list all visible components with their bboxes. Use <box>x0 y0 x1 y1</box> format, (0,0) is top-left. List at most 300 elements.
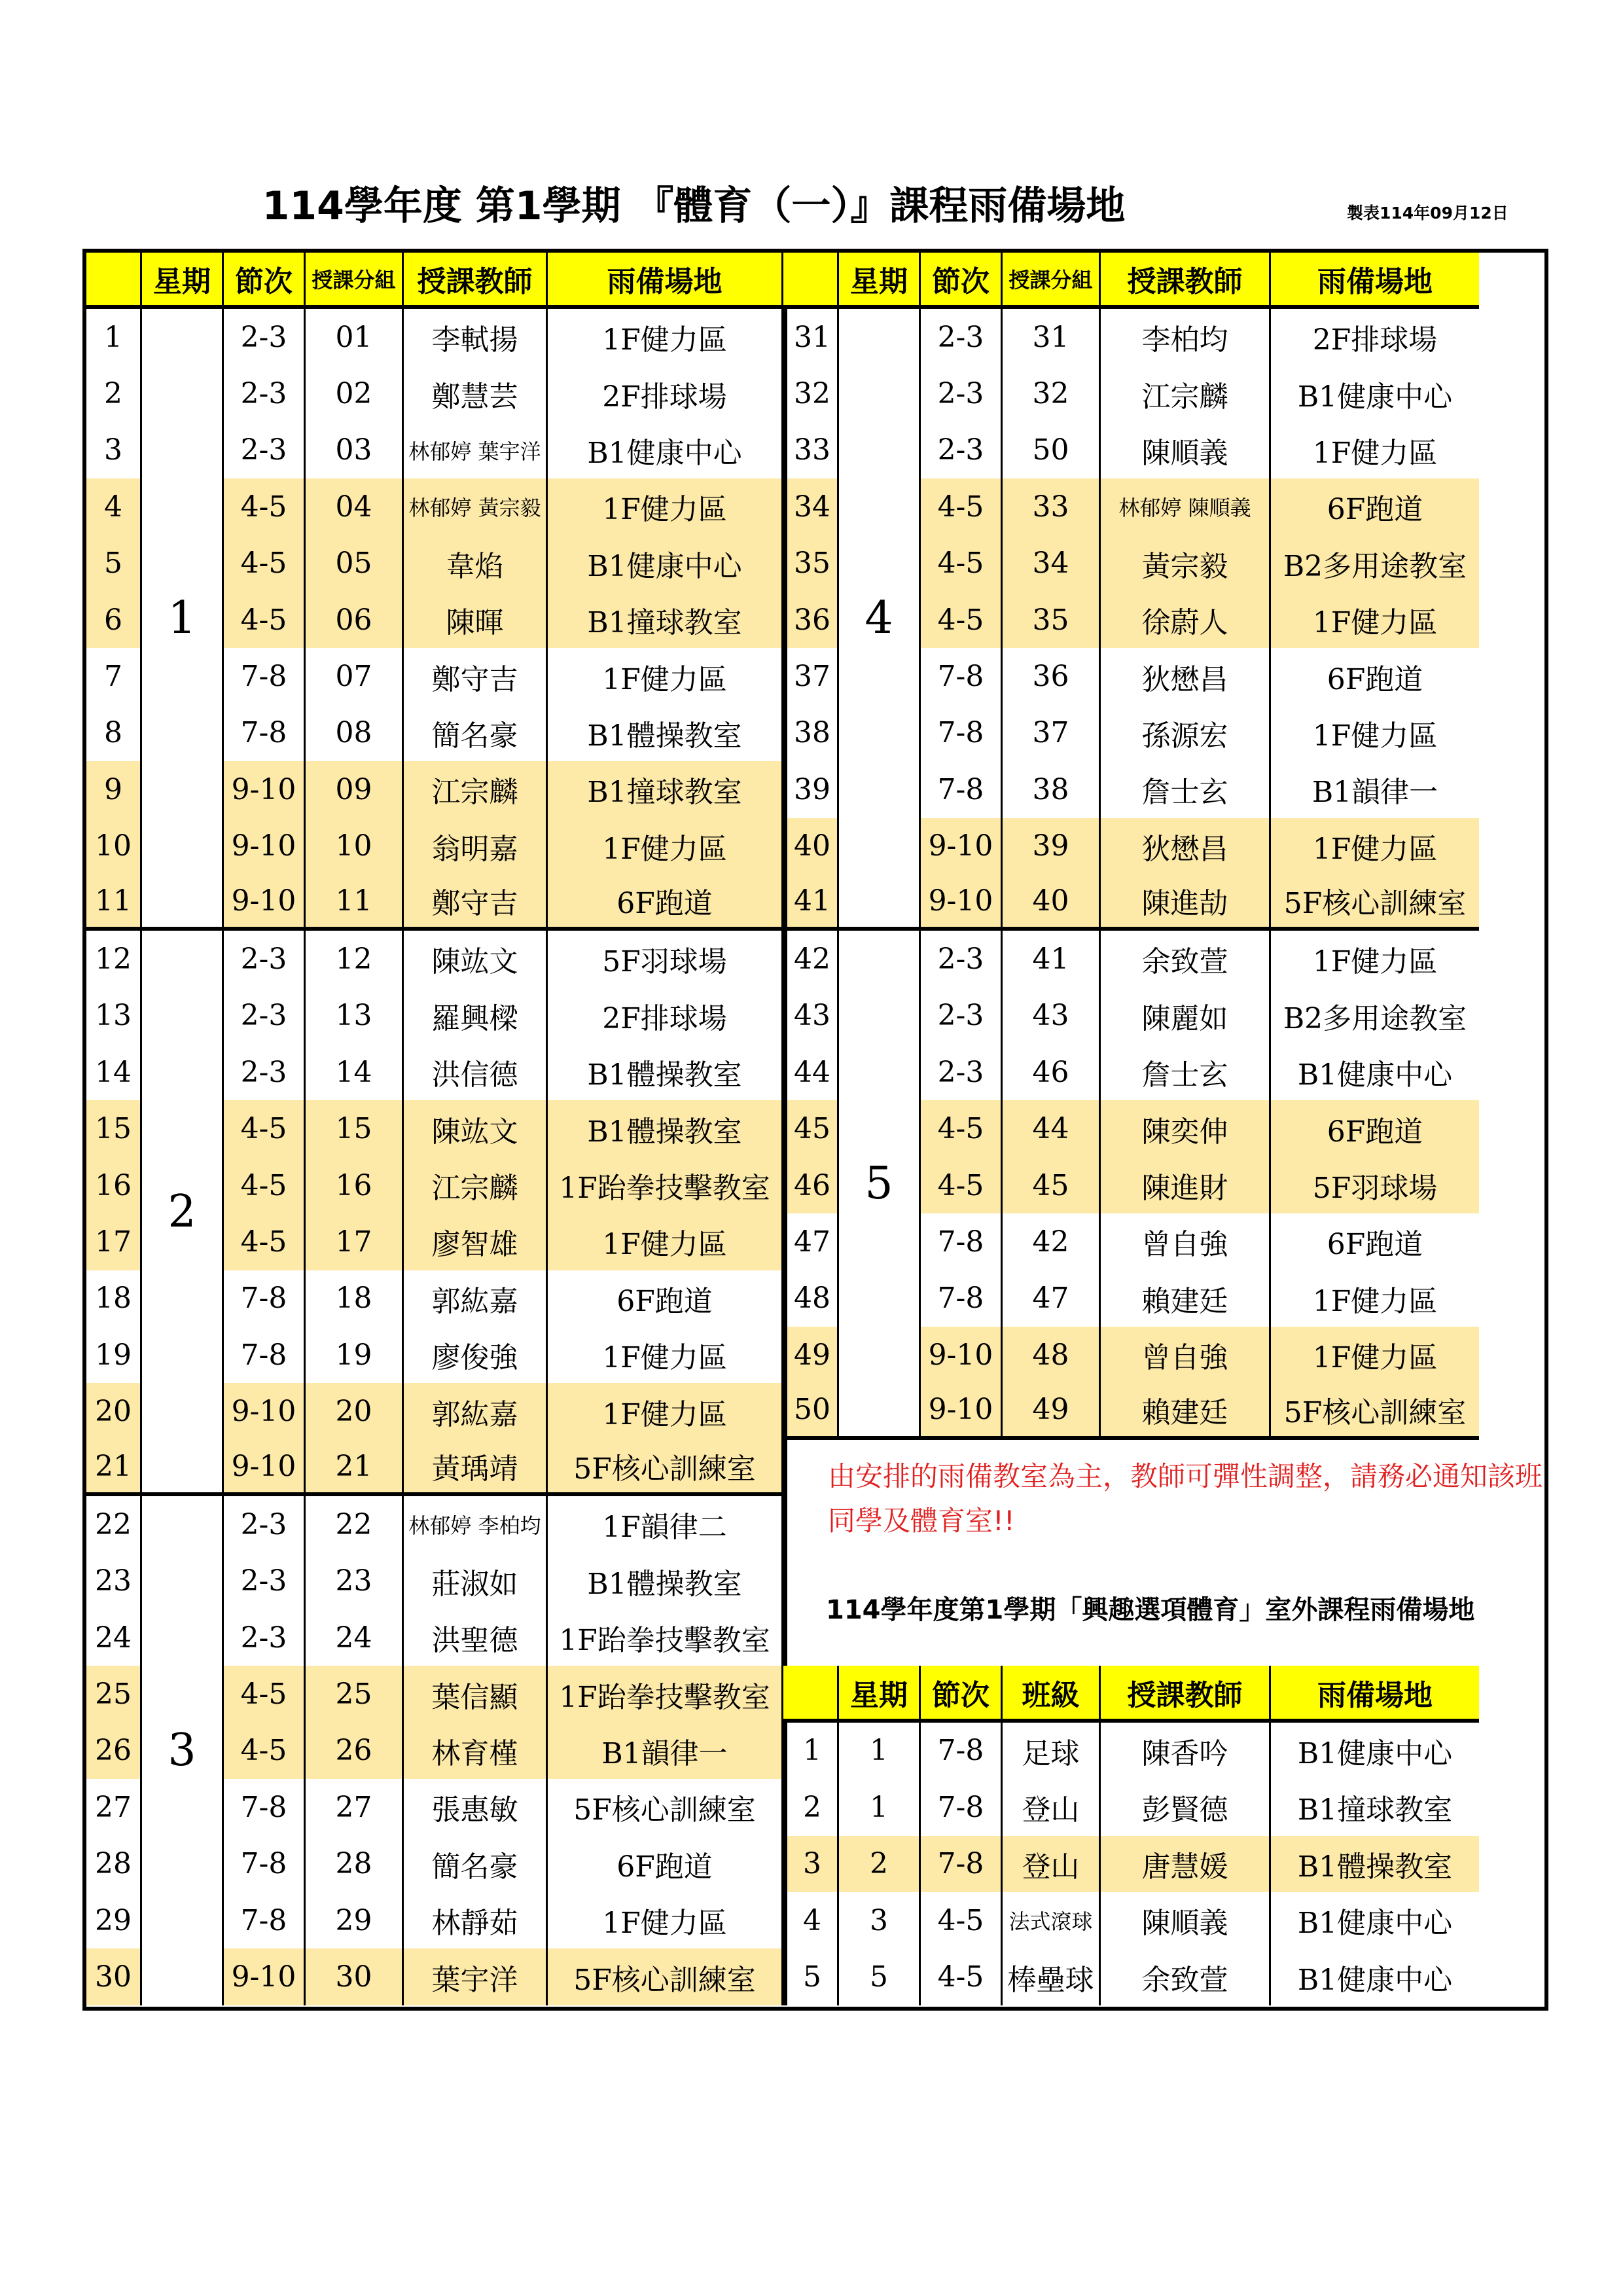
row-index: 43 <box>783 988 839 1044</box>
period-cell: 2-3 <box>224 422 306 478</box>
row-index: 16 <box>86 1157 142 1213</box>
row-index: 27 <box>86 1779 142 1835</box>
period-cell: 2-3 <box>921 309 1003 365</box>
row-index: 30 <box>86 1948 142 2005</box>
teacher-cell: 洪聖德 <box>404 1609 548 1666</box>
venue-cell: 1F健力區 <box>548 309 783 365</box>
teacher-cell: 洪信德 <box>404 1044 548 1100</box>
teacher-cell: 陳麗如 <box>1101 988 1271 1044</box>
teacher-cell: 陳進財 <box>1101 1157 1271 1213</box>
venue-cell: 1F健力區 <box>1312 1284 1438 1318</box>
sub-venue: B1撞球教室 <box>1297 1793 1453 1827</box>
teacher-cell: 江宗麟 <box>404 1157 548 1213</box>
period-cell: 4-5 <box>921 535 1003 592</box>
teacher-cell: 羅興樑 <box>404 988 548 1044</box>
sub-weekday: 1 <box>839 1723 921 1779</box>
sub-teacher: 唐慧媛 <box>1101 1836 1271 1892</box>
period-cell: 7-8 <box>921 648 1003 704</box>
header-weekday-right: 星期 <box>839 253 921 309</box>
sub-index: 1 <box>783 1723 839 1779</box>
venue-cell: 5F羽球場 <box>548 931 783 987</box>
row-index: 50 <box>783 1383 839 1439</box>
row-index: 5 <box>86 535 142 592</box>
row-index: 2 <box>86 365 142 422</box>
weekday-cell: 4 <box>839 309 921 931</box>
venue-cell: B1體操教室 <box>548 1553 783 1609</box>
venue-cell: 6F跑道 <box>548 1270 783 1327</box>
group-cell: 33 <box>1003 478 1101 535</box>
group-cell: 46 <box>1003 1044 1101 1100</box>
row-index: 14 <box>86 1044 142 1100</box>
sub-weekday: 5 <box>839 1948 921 2005</box>
teacher-cell: 葉宇洋 <box>404 1948 548 2005</box>
row-index: 49 <box>783 1327 839 1383</box>
group-cell: 50 <box>1003 422 1101 478</box>
row-index: 22 <box>86 1496 142 1552</box>
group-cell: 15 <box>306 1100 404 1157</box>
period-cell: 4-5 <box>224 592 306 648</box>
group-cell: 17 <box>306 1213 404 1270</box>
teacher-cell: 林郁婷 葉宇洋 <box>404 422 548 478</box>
teacher-cell: 鄭慧芸 <box>404 365 548 422</box>
sub-period: 4-5 <box>921 1948 1003 2005</box>
row-index: 31 <box>783 309 839 365</box>
period-cell: 7-8 <box>921 1270 1003 1327</box>
group-cell: 47 <box>1003 1270 1101 1327</box>
venue-cell: 2F排球場 <box>548 988 783 1044</box>
period-cell: 2-3 <box>921 365 1003 422</box>
sub-teacher: 彭賢德 <box>1101 1779 1271 1835</box>
period-cell: 7-8 <box>224 648 306 704</box>
weekday-cell: 5 <box>839 931 921 1440</box>
header-index <box>86 253 142 309</box>
header-period: 節次 <box>224 253 306 309</box>
group-cell: 18 <box>306 1270 404 1327</box>
group-cell: 05 <box>306 535 404 592</box>
group-cell: 20 <box>306 1383 404 1439</box>
teacher-cell: 余致萱 <box>1101 931 1271 987</box>
period-cell: 4-5 <box>921 592 1003 648</box>
sub-venue: B1健康中心 <box>1297 1963 1453 1997</box>
venue-cell: 1F韻律二 <box>548 1496 783 1552</box>
period-cell: 4-5 <box>921 478 1003 535</box>
venue-cell: 1F健力區 <box>548 1892 783 1948</box>
group-cell: 37 <box>1003 705 1101 761</box>
group-cell: 48 <box>1003 1327 1101 1383</box>
period-cell: 4-5 <box>224 1213 306 1270</box>
weekday-cell: 2 <box>142 931 224 1496</box>
period-cell: 2-3 <box>921 931 1003 987</box>
teacher-cell: 江宗麟 <box>404 761 548 817</box>
sub-title: 114學年度第1學期「興趣選項體育」室外課程雨備場地 <box>826 1595 1475 1625</box>
group-cell: 44 <box>1003 1100 1101 1157</box>
sub-header-teacher: 授課教師 <box>1101 1666 1271 1722</box>
group-cell: 25 <box>306 1666 404 1722</box>
venue-cell: 5F核心訓練室 <box>1271 1383 1479 1439</box>
teacher-cell: 曾自強 <box>1101 1213 1271 1270</box>
teacher-cell: 翁明嘉 <box>404 818 548 874</box>
row-index: 47 <box>783 1213 839 1270</box>
venue-cell: 6F跑道 <box>1271 478 1479 535</box>
venue-cell: 1F健力區 <box>548 478 783 535</box>
row-index: 34 <box>783 478 839 535</box>
row-index: 9 <box>86 761 142 817</box>
teacher-cell: 葉信顯 <box>404 1666 548 1722</box>
period-cell: 7-8 <box>224 1779 306 1835</box>
period-cell: 7-8 <box>224 705 306 761</box>
group-cell: 22 <box>306 1496 404 1552</box>
venue-cell: 5F核心訓練室 <box>548 1948 783 2005</box>
sub-header-class: 班級 <box>1003 1666 1101 1722</box>
teacher-cell: 韋焰 <box>404 535 548 592</box>
venue-cell: 1F健力區 <box>1271 1327 1479 1383</box>
period-cell: 4-5 <box>224 478 306 535</box>
venue-cell: 5F羽球場 <box>1271 1157 1479 1213</box>
sub-index: 4 <box>783 1892 839 1948</box>
venue-cell: 5F核心訓練室 <box>1271 874 1479 931</box>
row-index: 33 <box>783 422 839 478</box>
sub-class: 法式滾球 <box>1003 1892 1101 1948</box>
period-cell: 9-10 <box>224 1440 306 1496</box>
header-venue-right: 雨備場地 <box>1271 253 1479 309</box>
sub-class: 棒壘球 <box>1003 1948 1101 2005</box>
venue-cell: 6F跑道 <box>1327 1228 1423 1262</box>
period-cell: 9-10 <box>921 1327 1003 1383</box>
row-index: 13 <box>86 988 142 1044</box>
row-index: 39 <box>783 761 839 817</box>
period-cell: 7-8 <box>224 1327 306 1383</box>
group-cell: 26 <box>306 1723 404 1779</box>
row-index: 15 <box>86 1100 142 1157</box>
teacher-cell: 簡名豪 <box>404 705 548 761</box>
group-cell: 02 <box>306 365 404 422</box>
header-period-right: 節次 <box>921 253 1003 309</box>
row-index: 21 <box>86 1440 142 1496</box>
weekday-cell: 1 <box>142 309 224 931</box>
venue-cell: 6F跑道 <box>548 874 783 931</box>
teacher-cell: 狄懋昌 <box>1101 818 1271 874</box>
venue-cell: 1F健力區 <box>1271 818 1479 874</box>
teacher-cell: 陳竑文 <box>404 931 548 987</box>
teacher-cell: 林靜茹 <box>404 1892 548 1948</box>
period-cell: 7-8 <box>921 1213 1003 1270</box>
venue-cell: 1F健力區 <box>1312 945 1438 979</box>
period-cell: 2-3 <box>921 988 1003 1044</box>
teacher-cell: 廖俊強 <box>404 1327 548 1383</box>
row-index: 3 <box>86 422 142 478</box>
group-cell: 14 <box>306 1044 404 1100</box>
row-index: 26 <box>86 1723 142 1779</box>
venue-cell: 1F健力區 <box>548 648 783 704</box>
venue-cell: B2多用途教室 <box>1271 535 1479 592</box>
group-cell: 09 <box>306 761 404 817</box>
row-index: 17 <box>86 1213 142 1270</box>
venue-cell: 1F健力區 <box>1312 436 1438 470</box>
group-cell: 38 <box>1003 761 1101 817</box>
header-group: 授課分組 <box>306 253 404 309</box>
sub-weekday: 2 <box>839 1836 921 1892</box>
teacher-cell: 簡名豪 <box>404 1836 548 1892</box>
period-cell: 2-3 <box>224 1044 306 1100</box>
venue-cell: B1韻律一 <box>548 1723 783 1779</box>
period-cell: 4-5 <box>224 1723 306 1779</box>
sub-period: 7-8 <box>921 1723 1003 1779</box>
row-index: 24 <box>86 1609 142 1666</box>
venue-cell: B1健康中心 <box>1297 1058 1453 1092</box>
sub-period: 7-8 <box>921 1779 1003 1835</box>
row-index: 28 <box>86 1836 142 1892</box>
venue-cell: B1撞球教室 <box>548 761 783 817</box>
group-cell: 45 <box>1003 1157 1101 1213</box>
row-index: 23 <box>86 1553 142 1609</box>
teacher-cell: 狄懋昌 <box>1101 648 1271 704</box>
teacher-cell: 賴建廷 <box>1101 1270 1271 1327</box>
group-cell: 40 <box>1003 874 1101 931</box>
row-index: 19 <box>86 1327 142 1383</box>
period-cell: 2-3 <box>224 1496 306 1552</box>
teacher-cell: 陳竑文 <box>404 1100 548 1157</box>
row-index: 8 <box>86 705 142 761</box>
venue-cell: 5F核心訓練室 <box>548 1440 783 1496</box>
teacher-cell: 陳進劼 <box>1101 874 1271 931</box>
venue-cell: B1體操教室 <box>548 1100 783 1157</box>
period-cell: 4-5 <box>224 1157 306 1213</box>
sub-weekday: 3 <box>839 1892 921 1948</box>
period-cell: 9-10 <box>224 818 306 874</box>
venue-cell: B1體操教室 <box>548 1044 783 1100</box>
group-cell: 23 <box>306 1553 404 1609</box>
venue-cell: 6F跑道 <box>1271 1100 1479 1157</box>
sub-class: 登山 <box>1003 1836 1101 1892</box>
row-index: 18 <box>86 1270 142 1327</box>
group-cell: 36 <box>1003 648 1101 704</box>
period-cell: 7-8 <box>921 761 1003 817</box>
header-group-right: 授課分組 <box>1003 253 1101 309</box>
period-cell: 2-3 <box>224 309 306 365</box>
group-cell: 06 <box>306 592 404 648</box>
header-venue: 雨備場地 <box>548 253 783 309</box>
teacher-cell: 黃宗毅 <box>1101 535 1271 592</box>
row-index: 42 <box>783 931 839 987</box>
venue-cell: 6F跑道 <box>548 1836 783 1892</box>
teacher-cell: 曾自強 <box>1101 1327 1271 1383</box>
row-index: 35 <box>783 535 839 592</box>
sub-header-index <box>783 1666 839 1722</box>
period-cell: 7-8 <box>921 705 1003 761</box>
group-cell: 29 <box>306 1892 404 1948</box>
made-date: 製表114年09月12日 <box>1347 204 1508 223</box>
sub-class: 登山 <box>1003 1779 1101 1835</box>
group-cell: 04 <box>306 478 404 535</box>
teacher-cell: 林育槿 <box>404 1723 548 1779</box>
group-cell: 43 <box>1003 988 1101 1044</box>
row-index: 46 <box>783 1157 839 1213</box>
teacher-cell: 李柏均 <box>1101 309 1271 365</box>
venue-cell: 2F排球場 <box>1312 323 1438 357</box>
sub-venue: B1健康中心 <box>1297 1907 1453 1941</box>
period-cell: 9-10 <box>224 1383 306 1439</box>
group-cell: 21 <box>306 1440 404 1496</box>
sub-index: 3 <box>783 1836 839 1892</box>
teacher-cell: 詹士玄 <box>1101 761 1271 817</box>
teacher-cell: 李軾揚 <box>404 309 548 365</box>
weekday-cell: 3 <box>142 1496 224 2005</box>
venue-cell: 1F跆拳技擊教室 <box>548 1609 783 1666</box>
row-index: 7 <box>86 648 142 704</box>
sub-venue: B1體操教室 <box>1271 1836 1479 1892</box>
sub-teacher: 陳順義 <box>1101 1892 1271 1948</box>
group-cell: 42 <box>1003 1213 1101 1270</box>
group-cell: 32 <box>1003 365 1101 422</box>
period-cell: 2-3 <box>921 422 1003 478</box>
teacher-cell: 張惠敏 <box>404 1779 548 1835</box>
group-cell: 34 <box>1003 535 1101 592</box>
row-index: 38 <box>783 705 839 761</box>
sub-period: 4-5 <box>921 1892 1003 1948</box>
teacher-cell: 詹士玄 <box>1101 1044 1271 1100</box>
period-cell: 7-8 <box>224 1270 306 1327</box>
venue-cell: 1F健力區 <box>548 1327 783 1383</box>
teacher-cell: 陳順義 <box>1101 422 1271 478</box>
sub-period: 7-8 <box>921 1836 1003 1892</box>
period-cell: 9-10 <box>224 874 306 931</box>
group-cell: 07 <box>306 648 404 704</box>
venue-cell: B1健康中心 <box>548 422 783 478</box>
period-cell: 4-5 <box>224 1100 306 1157</box>
row-index: 11 <box>86 874 142 931</box>
group-cell: 12 <box>306 931 404 987</box>
venue-cell: 5F核心訓練室 <box>548 1779 783 1835</box>
venue-cell: B1體操教室 <box>548 705 783 761</box>
group-cell: 41 <box>1003 931 1101 987</box>
row-index: 41 <box>783 874 839 931</box>
row-index: 48 <box>783 1270 839 1327</box>
row-index: 29 <box>86 1892 142 1948</box>
period-cell: 4-5 <box>921 1157 1003 1213</box>
sub-index: 5 <box>783 1948 839 2005</box>
period-cell: 9-10 <box>921 1383 1003 1439</box>
group-cell: 24 <box>306 1609 404 1666</box>
teacher-cell: 莊淑如 <box>404 1553 548 1609</box>
period-cell: 4-5 <box>224 1666 306 1722</box>
teacher-cell: 陳奕伸 <box>1101 1100 1271 1157</box>
sub-header-period: 節次 <box>921 1666 1003 1722</box>
group-cell: 49 <box>1003 1383 1101 1439</box>
period-cell: 9-10 <box>224 1948 306 2005</box>
row-index: 45 <box>783 1100 839 1157</box>
venue-cell: 1F健力區 <box>1312 719 1438 753</box>
teacher-cell: 陳暉 <box>404 592 548 648</box>
group-cell: 01 <box>306 309 404 365</box>
page-title: 114學年度 第1學期 『體育（一）』課程雨備場地 <box>262 183 1126 229</box>
sub-teacher: 陳香吟 <box>1101 1723 1271 1779</box>
group-cell: 03 <box>306 422 404 478</box>
period-cell: 4-5 <box>224 535 306 592</box>
teacher-cell: 徐蔚人 <box>1101 592 1271 648</box>
row-index: 44 <box>783 1044 839 1100</box>
teacher-cell: 郭紘嘉 <box>404 1383 548 1439</box>
group-cell: 30 <box>306 1948 404 2005</box>
venue-cell: 1F跆拳技擊教室 <box>548 1157 783 1213</box>
teacher-cell: 林郁婷 陳順義 <box>1101 478 1271 535</box>
group-cell: 11 <box>306 874 404 931</box>
group-cell: 28 <box>306 1836 404 1892</box>
venue-cell: 1F跆拳技擊教室 <box>548 1666 783 1722</box>
group-cell: 19 <box>306 1327 404 1383</box>
row-index: 4 <box>86 478 142 535</box>
period-cell: 9-10 <box>921 818 1003 874</box>
row-index: 40 <box>783 818 839 874</box>
venue-cell: B2多用途教室 <box>1283 1001 1467 1035</box>
venue-cell: 1F健力區 <box>548 818 783 874</box>
row-index: 37 <box>783 648 839 704</box>
sub-venue: B1健康中心 <box>1297 1736 1453 1770</box>
group-cell: 31 <box>1003 309 1101 365</box>
period-cell: 2-3 <box>224 1609 306 1666</box>
group-cell: 27 <box>306 1779 404 1835</box>
row-index: 32 <box>783 365 839 422</box>
row-index: 10 <box>86 818 142 874</box>
period-cell: 9-10 <box>921 874 1003 931</box>
period-cell: 2-3 <box>224 1553 306 1609</box>
teacher-cell: 孫源宏 <box>1101 705 1271 761</box>
venue-cell: B1韻律一 <box>1311 776 1438 810</box>
venue-cell: B1健康中心 <box>548 535 783 592</box>
period-cell: 2-3 <box>224 988 306 1044</box>
venue-cell: B1撞球教室 <box>548 592 783 648</box>
header-teacher: 授課教師 <box>404 253 548 309</box>
header-index-right <box>783 253 839 309</box>
group-cell: 16 <box>306 1157 404 1213</box>
period-cell: 4-5 <box>921 1100 1003 1157</box>
period-cell: 2-3 <box>224 365 306 422</box>
teacher-cell: 郭紘嘉 <box>404 1270 548 1327</box>
teacher-cell: 賴建廷 <box>1101 1383 1271 1439</box>
row-index: 1 <box>86 309 142 365</box>
venue-cell: 2F排球場 <box>548 365 783 422</box>
teacher-cell: 鄭守吉 <box>404 874 548 931</box>
row-index: 20 <box>86 1383 142 1439</box>
header-teacher-right: 授課教師 <box>1101 253 1271 309</box>
venue-cell: 6F跑道 <box>1327 662 1423 696</box>
teacher-cell: 廖智雄 <box>404 1213 548 1270</box>
period-cell: 9-10 <box>224 761 306 817</box>
teacher-cell: 林郁婷 黃宗毅 <box>404 478 548 535</box>
sub-weekday: 1 <box>839 1779 921 1835</box>
sub-header-weekday: 星期 <box>839 1666 921 1722</box>
sub-header-venue: 雨備場地 <box>1271 1666 1479 1722</box>
schedule-table <box>86 253 1544 2007</box>
teacher-cell: 鄭守吉 <box>404 648 548 704</box>
row-index: 6 <box>86 592 142 648</box>
period-cell: 7-8 <box>224 1892 306 1948</box>
venue-cell: B1健康中心 <box>1297 380 1453 414</box>
group-cell: 35 <box>1003 592 1101 648</box>
group-cell: 13 <box>306 988 404 1044</box>
row-index: 12 <box>86 931 142 987</box>
teacher-cell: 江宗麟 <box>1101 365 1271 422</box>
period-cell: 2-3 <box>921 1044 1003 1100</box>
sub-teacher: 余致萱 <box>1101 1948 1271 2005</box>
period-cell: 2-3 <box>224 931 306 987</box>
venue-cell: 1F健力區 <box>548 1383 783 1439</box>
rain-note: 由安排的雨備教室為主，教師可彈性調整，請務必通知該班同學及體育室!! <box>828 1460 1543 1537</box>
period-cell: 7-8 <box>224 1836 306 1892</box>
sub-index: 2 <box>783 1779 839 1835</box>
venue-cell: 1F健力區 <box>548 1213 783 1270</box>
group-cell: 08 <box>306 705 404 761</box>
row-index: 36 <box>783 592 839 648</box>
